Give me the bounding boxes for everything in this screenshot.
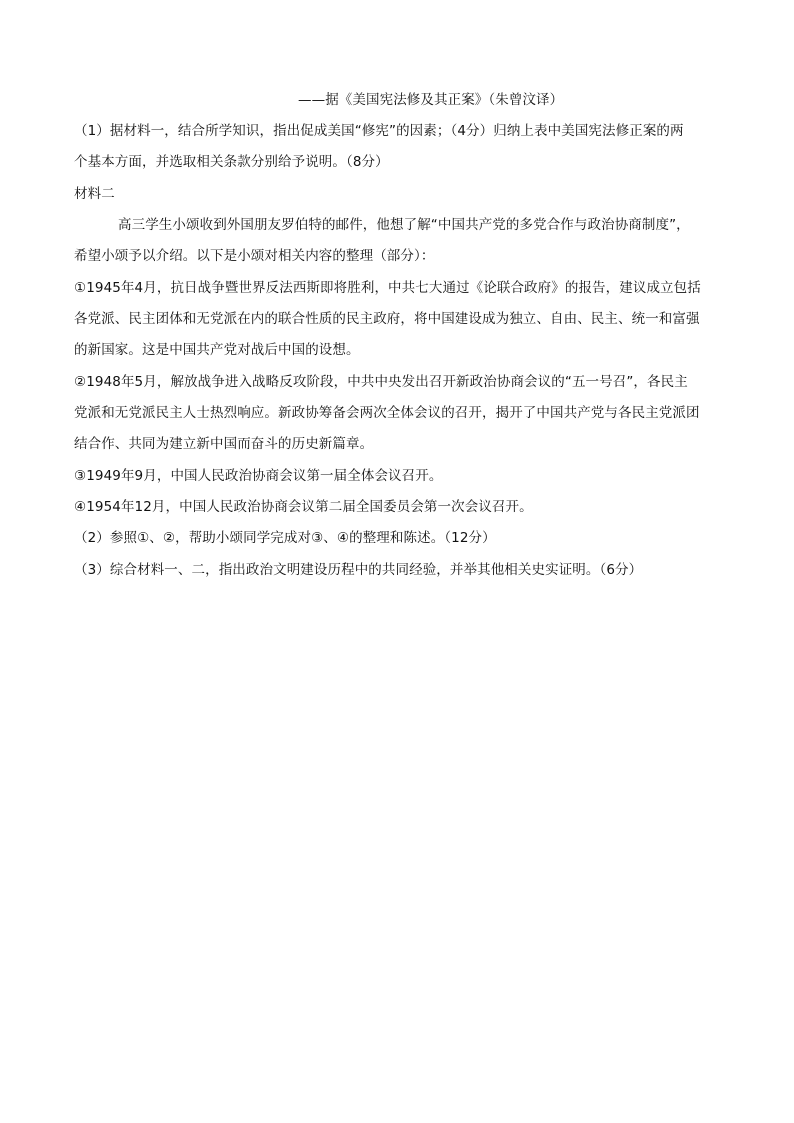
item-1-line-3: 的新国家。这是中国共产党对战后中国的设想。 [74,342,360,358]
item-1-line-2: 各党派、民主团体和无党派在内的联合性质的民主政府，将中国建设成为独立、自由、民主、统一和富强 [74,311,700,327]
question-2: （2）参照①、②，帮助小颂同学完成对③、④的整理和陈述。（12分） [74,530,496,546]
item-2-line-3: 结合作、共同为建立新中国而奋斗的历史新篇章。 [74,436,374,452]
question-1-line-1: （1）据材料一，结合所学知识，指出促成美国“修宪”的因素；（4分）归纳上表中美国宪法修正案的两 [74,123,684,139]
item-4: ④1954年12月，中国人民政治协商会议第二届全国委员会第一次会议召开。 [74,499,533,515]
item-3: ③1949年9月，中国人民政治协商会议第一届全体会议召开。 [74,468,443,484]
material-2-intro-line-1: 高三学生小颂收到外国朋友罗伯特的邮件，他想了解“中国共产党的多党合作与政治协商制度”， [118,217,690,233]
material-2-heading: 材料二 [74,186,115,202]
material-2-intro-line-2: 希望小颂予以介绍。以下是小颂对相关内容的整理（部分）： [74,248,435,264]
question-1-line-2: 个基本方面，并选取相关条款分别给予说明。（8分） [74,154,389,170]
question-3: （3）综合材料一、二，指出政治文明建设历程中的共同经验，并举其他相关史实证明。（6分） [74,562,643,578]
item-2-line-2: 党派和无党派民主人士热烈响应。新政协筹备会两次全体会议的召开，揭开了中国共产党与各民主党派团 [74,405,700,421]
item-2-line-1: ②1948年5月，解放战争进入战略反攻阶段，中共中央发出召开新政治协商会议的“五一号召”，各民主 [74,374,688,390]
item-1-line-1: ①1945年4月，抗日战争暨世界反法西斯即将胜利，中共七大通过《论联合政府》的报告，建议成立包括 [74,280,701,296]
source-citation: ——据《美国宪法修及其正案》（朱曾汶译） [298,92,564,108]
